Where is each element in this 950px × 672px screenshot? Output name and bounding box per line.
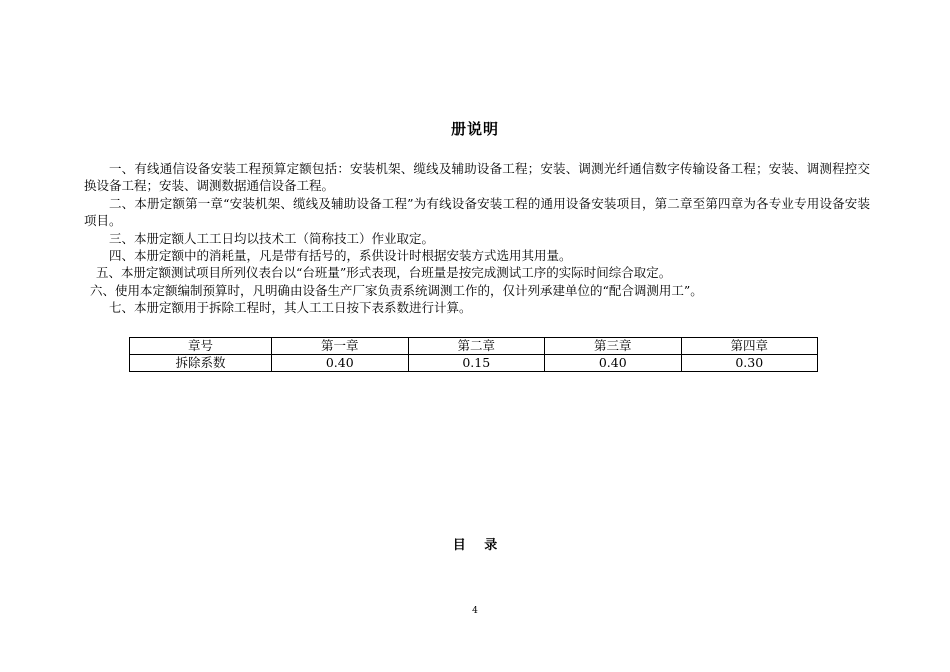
table-header-cell: 第四章: [681, 338, 818, 355]
table-header-cell: 第二章: [408, 338, 545, 355]
toc-title: 目 录: [452, 538, 498, 553]
table-header-row: [130, 338, 818, 355]
table-header-cell: 第三章: [545, 338, 682, 355]
paragraph-3: 三、本册定额人工工日均以技术工（简称技工）作业取定。: [109, 230, 435, 246]
instructions-body: [84, 160, 870, 317]
demolition-coefficient-table: [129, 337, 818, 372]
table-cell: 0.30: [681, 355, 818, 372]
table-row: [130, 355, 818, 372]
paragraph-2: 二、本册定额第一章“安装机架、缆线及辅助设备工程”为有线设备安装工程的通用设备安装项目，第二章至第四章为各专业专用设备安装项目。: [84, 195, 870, 229]
table-header-cell: 第一章: [272, 338, 409, 355]
paragraph-1: 一、有线通信设备安装工程预算定额包括：安装机架、缆线及辅助设备工程；安装、调测光纤通信数字传输设备工程；安装、调测程控交换设备工程；安装、调测数据通信设备工程。: [84, 161, 870, 194]
page-number: 4: [472, 606, 478, 616]
table-cell: 拆除系数: [130, 355, 272, 372]
table-cell: 0.40: [545, 355, 682, 372]
page-title: 册说明: [450, 120, 499, 138]
table-cell: 0.40: [272, 355, 409, 372]
paragraph-4: 四、本册定额中的消耗量，凡是带有括号的，系供设计时根据安装方式选用其用量。: [109, 248, 572, 264]
table-header-cell: 章号: [130, 338, 272, 355]
paragraph-6: 六、使用本定额编制预算时，凡明确由设备生产厂家负责系统调测工作的，仅计列承建单位的“配合调测用工”。: [90, 282, 703, 298]
paragraph-5: 五、本册定额测试项目所列仪表台以“台班量”形式表现，台班量是按完成测试工序的实际时间综合取定。: [96, 265, 672, 281]
table-cell: 0.15: [408, 355, 545, 372]
paragraph-7: 七、本册定额用于拆除工程时，其人工工日按下表系数进行计算。: [109, 300, 472, 316]
